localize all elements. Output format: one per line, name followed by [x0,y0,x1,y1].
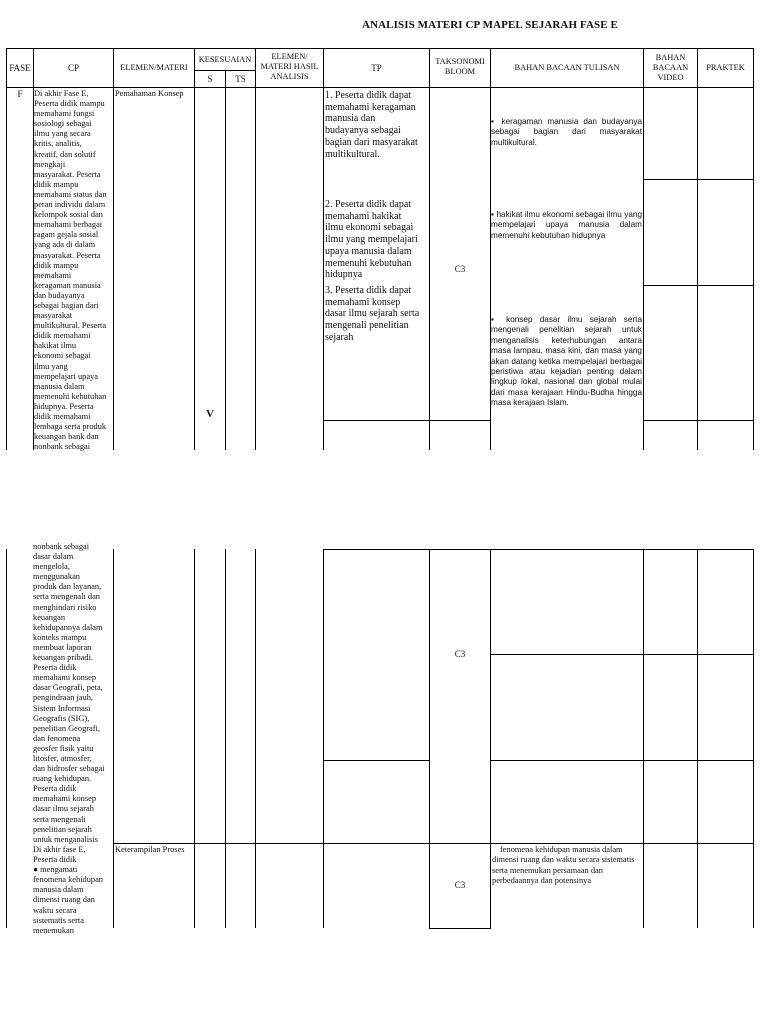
header-elemen-hasil: ELEMEN/ MATERI HASIL ANALISIS [260,52,319,81]
taksonomi-c3-3: C3 [454,880,466,890]
header-tp: TP [371,63,382,73]
elemen-keterampilan-proses: Keterampilan Proses [115,845,185,854]
elemen-pemahaman-konsep: Pemahaman Konsep [115,89,184,98]
kesesuaian-s-mark: V [206,408,214,420]
bacaan-tulisan-4: fenomena kehidupan manusia dalam dimensi ruang dan waktu secara sistematis serta menemukan persamaan dan perbedaannya dan potensinya [492,845,635,885]
header-fase: FASE [9,63,31,73]
header-s: S [207,74,213,84]
cp-text-1: Di akhir Fase E, Peserta didik mampu memahami fungsi sosiologi sebagai ilmu yang secara kritis, analitis, kreatif, dan solutif mengkaji masyarakat. Peserta didik mampu memahami status dan peran individu dalam kelompok sosial dan memahami berbagai ragam gejala sosial yang ada di dalam masyarakat. Peserta didik mampu memahami keragaman manusia dan budayanya sebagai bagian dari masyarakat multikultural. Peserta didik memahami hakikat ilmu ekonomi sebagai ilmu yang mempelajari upaya manusia dalam memenuhi kebutuhan hidupnya. Peserta didik memahami lembaga serta produk keuangan bank dan nonbank sebagai [34,89,107,452]
bacaan-tulisan-2: ▪ hakikat ilmu ekonomi sebagai ilmu yang mempelajari upaya manusia dalam memenuhi kebutuhan hidupnya [491,210,642,240]
cp-text-3: Di akhir fase E, Peserta didik ● mengamati fenomena kehidupan manusia dalam dimensi ruang dan waktu secara sistematis serta menemukan [33,845,103,935]
header-cp: CP [67,63,79,73]
header-bahan-tulisan: BAHAN BACAAN TULISAN [514,63,620,72]
header-kesesuaian: KESESUAIAN [198,55,252,64]
tp-item-3: 3. Peserta didik dapat memahami konsep dasar ilmu sejarah serta mengenali penelitian sejarah [325,285,420,343]
tp-item-1: 1. Peserta didik dapat memahami keragaman manusia dan budayanya sebagai bagian dari masyarakat multikultural. [325,90,418,160]
fase-value: F [17,89,23,99]
header-ts: TS [235,74,246,84]
bacaan-tulisan-3: ▪ konsep dasar ilmu sejarah serta mengenali penelitian sejarah untuk menganalisis keterhubungan antara masa lampau, masa kini, dan masa yang akan datang ketika mempelajari berbagai peristiwa atau kejadian penting dalam lingkup lokal, nasional dan global mulai dari masa kerajaan Hindu-Budha hingga masa kerajaan Islam. [491,315,642,408]
bacaan-tulisan-1: ▪ keragaman manusia dan budayanya sebagai bagian dari masyarakat multikultural. [491,117,642,147]
cp-text-2: nonbank sebagai dasar dalam mengelola, menggunakan produk dan layanan, serta mengenali dan menghindari risiko keuangan kehidupannya dalam konteks mampu membuat laporan keuangan pribadi. Peserta didik memahami konsep dasar Geografi, peta, pengindraan jauh, Sistem Informasi Geografis (SIG), penelitian Geografi, dan fenomena geosfer fisik yaitu litosfer, atmosfer, dan hidrosfer sebagai ruang kehidupan. Peserta didik memahami konsep dasar ilmu sejarah serta mengenali penelitian sejarah untuk menganalisis [33,542,105,844]
page-title: ANALISIS MATERI CP MAPEL SEJARAH FASE E [362,19,618,31]
header-taksonomi: TAKSONOMI BLOOM [435,57,485,76]
header-praktek: PRAKTEK [706,63,745,72]
header-bahan-video: BAHAN BACAAN VIDEO [652,53,689,82]
taksonomi-c3-2: C3 [454,649,466,659]
tp-item-2: 2. Peserta didik dapat memahami hakikat ilmu ekonomi sebagai ilmu yang mempelajari upaya manusia dalam memenuhi kebutuhan hidupnya [325,199,418,281]
header-elemen-materi: ELEMEN/MATERI [120,63,188,72]
taksonomi-c3-1: C3 [454,264,466,274]
